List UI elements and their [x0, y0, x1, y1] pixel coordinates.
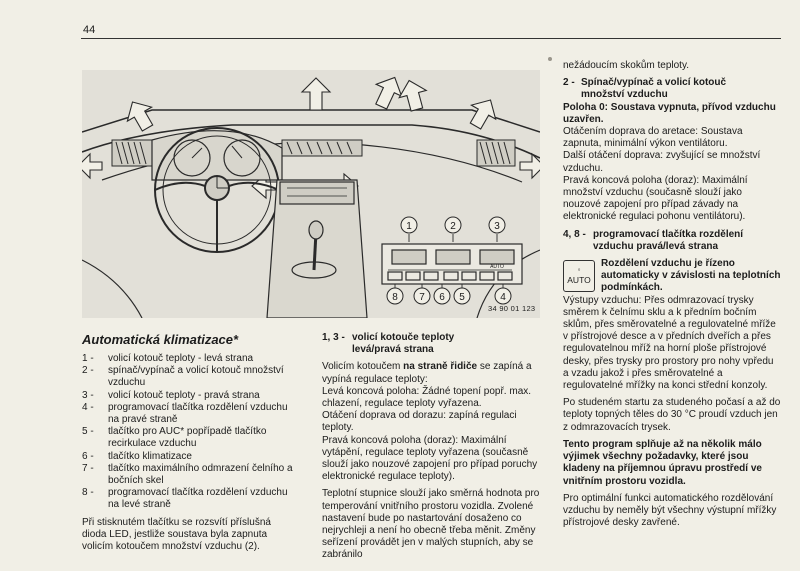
vent-center: [282, 140, 362, 156]
page-number: 44: [83, 24, 96, 36]
section-title: Automatická klimatizace*: [82, 332, 239, 347]
list-item: [82, 353, 298, 365]
right-heading-2: [563, 77, 781, 101]
list-text: spínač/vypínač a volicí kotouč množství vzduchu: [108, 365, 284, 389]
middle-heading: [322, 332, 542, 356]
middle-heading-number: 1, 3 -: [322, 332, 345, 343]
callout-7: 7: [419, 292, 425, 303]
right-paragraph-5: Po studeném startu za studeného počasí a až do teploty topných těles do 30 °C proudí vzduch jen z odmrazovacích trysek.: [563, 397, 781, 433]
auto-note: [563, 258, 781, 295]
callout-8: 8: [392, 292, 398, 303]
list-text: programovací tlačítka rozdělení vzduchu na pravé straně: [108, 401, 288, 426]
right-paragraph-6: Tento program splňuje až na několik málo výjimek všechny požadavky, které jsou kladeny na příjemnou úpravu prostředí ve vnitřním prostoru vozidla.: [563, 438, 762, 487]
middle-paragraph-1: Volicím kotoučem na straně řidiče se zapíná a vypíná regulace teploty:: [322, 361, 532, 385]
auto-icon-label: AUTO: [567, 274, 591, 285]
auto-button-icon: ◦ AUTO: [563, 260, 595, 292]
right-heading-48-number: 4, 8 -: [563, 228, 586, 240]
instrument-cluster: [152, 131, 282, 180]
list-number: 7 -: [82, 462, 94, 474]
right-heading-48: [563, 229, 781, 253]
list-number: 3 -: [82, 389, 94, 401]
callout-2: 2: [450, 221, 456, 232]
middle-paragraph-4: Pravá koncová poloha (doraz): Maximální vytápění, regulace teploty vyřazena (současně slouží jako nouzové zapojení pro případ poruchy elektronické regulace teploty).: [322, 434, 538, 483]
right-paragraph-7: Pro optimální funkci automatického rozdělování vzduchu by neměly být všechny výstupní mřížky přístrojové desky zavřené.: [563, 492, 777, 529]
left-footer-paragraph: Při stisknutém tlačítku se rozsvítí příslušná dioda LED, jestliže soustava byla zapnuta volicím kotoučem množství vzduchu (2).: [82, 516, 271, 553]
callout-6: 6: [439, 292, 445, 303]
right-heading-48-line1: programovací tlačítka rozdělení: [593, 228, 744, 240]
middle-paragraph-2: Levá koncová poloha: Žádné topení popř. max. chlazení, regulace teploty vyřazena.: [322, 385, 532, 410]
list-text: tlačítko maximálního odmrazení čelního a bočních skel: [108, 462, 293, 487]
vent-left: [112, 140, 152, 166]
callout-4: 4: [500, 292, 506, 303]
right-heading-2-number: 2 -: [563, 77, 575, 89]
right-paragraph-1: Otáčením doprava do aretace: Soustava zapnuta, minimální výkon ventilátoru.: [563, 126, 743, 150]
right-heading-2-line1: Spínač/vypínač a volicí kotouč: [581, 77, 727, 89]
right-continuation: nežádoucím skokům teploty.: [563, 60, 689, 71]
right-paragraph-3: Pravá koncová poloha (doraz): Maximální množství vzduchu (současně slouží jako nouzové zapojení pro případ závady na elektronické regulaci pohonu ventilátoru).: [563, 174, 748, 223]
list-text: volicí kotouč teploty - levá strana: [108, 353, 254, 364]
list-number: 1 -: [82, 353, 94, 364]
position-zero: Poloha 0: Soustava vypnuta, přívod vzduchu uzavřen.: [563, 101, 776, 125]
auto-text: Rozdělení vzduchu je řízeno automaticky v závislosti na teplotních podmínkách.: [601, 258, 781, 294]
list-number: 6 -: [82, 450, 94, 462]
right-heading-2-line2: množství vzduchu: [581, 89, 668, 101]
left-column: [82, 332, 298, 553]
middle-column: [322, 332, 542, 562]
middle-paragraph-3: Otáčení doprava od dorazu: zapíná regulaci teploty.: [322, 410, 517, 434]
list-text: tlačítko pro AUC* popřípadě tlačítko recirkulace vzduchu: [108, 426, 267, 450]
list-text: programovací tlačítka rozdělení vzduchu na levé straně: [108, 487, 288, 511]
callout-5: 5: [459, 292, 465, 303]
paper-mark: [548, 57, 552, 61]
list-item: [82, 402, 298, 426]
figure-code: 34 90 01 123: [488, 304, 536, 313]
list-item: [82, 365, 298, 389]
vent-right: [477, 140, 515, 166]
list-number: 8 -: [82, 487, 94, 499]
list-number: 4 -: [82, 401, 94, 413]
list-number: 2 -: [82, 365, 94, 377]
panel-auto-label: AUTO: [490, 264, 504, 270]
right-paragraph-2: Další otáčení doprava: zvyšující se množství vzduchu.: [563, 150, 761, 174]
list-item: [82, 463, 298, 487]
right-heading-48-line2: vzduchu pravá/levá strana: [593, 240, 719, 252]
dashboard-illustration: [82, 70, 540, 318]
middle-paragraph-5: Teplotní stupnice slouží jako směrná hodnota pro temperování vnitřního prostoru vozidla. Zvolené nastavení bude po nastartování dosaženo co nejrychleji a není ho obecně třeba měnit. Změny seřízení provádět jen v malých stupních, aby se zabránilo: [322, 488, 540, 561]
list-text: tlačítko klimatizace: [108, 450, 192, 462]
list-item: [82, 487, 298, 511]
callout-3: 3: [494, 221, 500, 232]
middle-heading-line2: levá/pravá strana: [352, 344, 434, 356]
list-item: [82, 426, 298, 450]
climate-control-panel: [382, 234, 522, 290]
callout-1: 1: [406, 221, 412, 232]
list-text: volicí kotouč teploty - pravá strana: [108, 389, 260, 401]
list-item: [82, 451, 298, 463]
list-number: 5 -: [82, 426, 94, 438]
list-item: [82, 390, 298, 402]
middle-heading-line1: volicí kotouče teploty: [352, 332, 455, 343]
right-column: [563, 60, 781, 529]
right-paragraph-4: Výstupy vzduchu: Přes odmrazovací trysky směrem k čelnímu sklu a k předním bočním sklům, přes směrovatelné a regulovatelné mříže v přístrojové desce a v předních dveřích a přes regulovatelnou mříž na horní ploše přístrojové desky, přes trysky pro prostory pro nohy vpředu a vzadu jakož i přes směrovatelné a regulovatelné mřížky na konci střední konzoly.: [563, 294, 776, 392]
header-rule: [81, 38, 781, 39]
